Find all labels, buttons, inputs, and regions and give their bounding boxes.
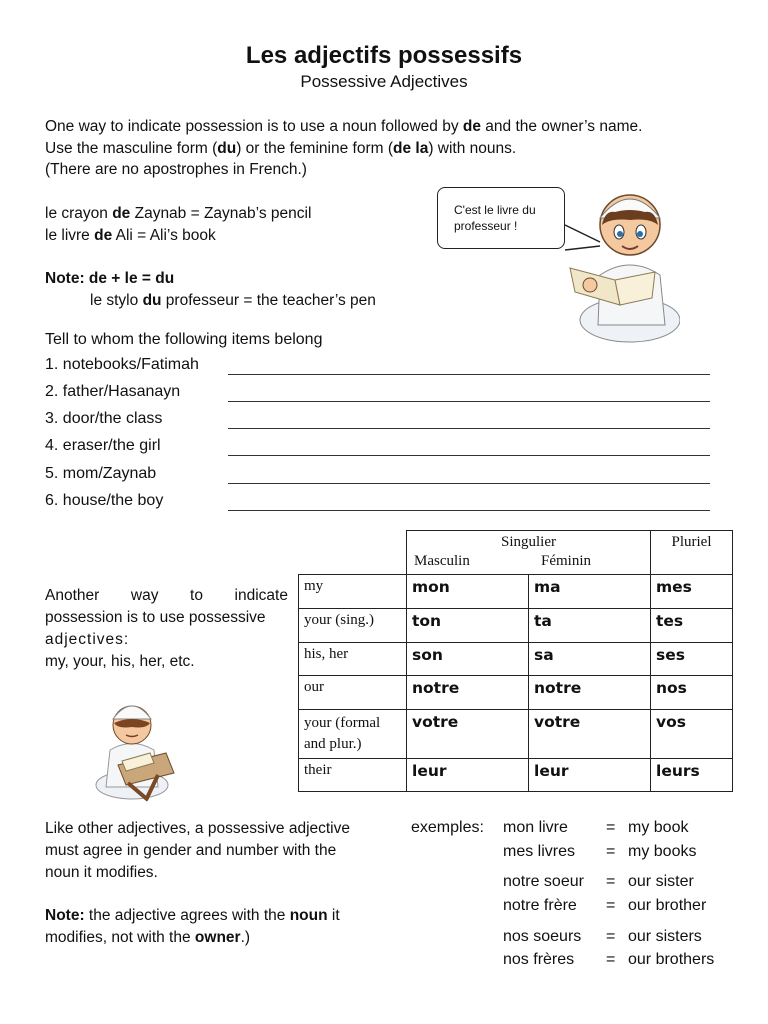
row-label: his, her (299, 643, 407, 676)
example-bold: de (112, 205, 131, 222)
row-label: my (299, 575, 407, 609)
cell-masculin: son (407, 643, 529, 676)
example-text: le crayon (45, 205, 113, 222)
intro-text: and the owner’s name. (480, 118, 643, 135)
table-row (299, 759, 733, 792)
side-text-line-2: possession is to use possessive (45, 609, 266, 626)
exemple-fr: nos soeurs (503, 928, 582, 945)
note-text: professeur = the teacher’s pen (161, 292, 376, 309)
cell-masculin: ton (407, 609, 529, 643)
answer-blank-3[interactable] (228, 428, 710, 429)
table-row (299, 643, 733, 676)
row-label: your (sing.) (299, 609, 407, 643)
exemple-eq: = (606, 928, 616, 945)
agreement-note-line-2 (45, 927, 250, 948)
intro-text: One way to indicate possession is to use a noun followed by (45, 118, 463, 135)
page-subtitle: Possessive Adjectives (300, 72, 468, 91)
exemple-en: our brothers (628, 951, 715, 968)
cell-pluriel: tes (651, 609, 733, 643)
example-line-1 (45, 203, 311, 224)
intro-bold: du (217, 140, 237, 157)
agreement-note-label: Note: (45, 907, 85, 924)
table-header-row (299, 531, 733, 575)
answer-blank-2[interactable] (228, 401, 710, 402)
note-bold: du (142, 292, 162, 309)
answer-blank-5[interactable] (228, 483, 710, 484)
answer-blank-1[interactable] (228, 374, 710, 375)
example-line-2 (45, 225, 216, 246)
side-text-line-4: my, your, his, her, etc. (45, 653, 195, 670)
example-text: Zaynab = Zaynab’s pencil (130, 205, 312, 222)
header-feminin: Féminin (541, 553, 592, 569)
side-word: way (130, 587, 159, 604)
intro-text: Use the masculine form ( (45, 140, 218, 157)
exemple-eq: = (606, 843, 616, 860)
cell-masculin: mon (407, 575, 529, 609)
example-bold: de (94, 227, 113, 244)
cell-pluriel: mes (651, 575, 733, 609)
cell-pluriel: ses (651, 643, 733, 676)
header-singulier (407, 531, 651, 575)
boy-reading-illustration (560, 180, 680, 350)
exercise-item-6: 6. house/the boy (45, 492, 164, 509)
agreement-bold: noun (289, 907, 328, 924)
agreement-text: modifies, not with the (45, 929, 195, 946)
side-word: indicate (234, 587, 288, 604)
exemple-en: our brother (628, 897, 707, 914)
exemple-fr: mon livre (503, 819, 568, 836)
intro-text: ) or the feminine form ( (236, 140, 393, 157)
side-text-line-1 (45, 585, 288, 606)
boy-with-book-illustration (88, 695, 183, 805)
intro-bold: de (462, 118, 481, 135)
cell-feminin: notre (529, 676, 651, 710)
exercise-item-5: 5. mom/Zaynab (45, 465, 157, 482)
table-row (299, 676, 733, 710)
agreement-line-3: noun it modifies. (45, 864, 158, 881)
agreement-text: .) (240, 929, 251, 946)
row-label: our (299, 676, 407, 710)
side-word: Another (45, 587, 100, 604)
exemple-fr: notre soeur (503, 873, 584, 890)
header-singulier-label: Singulier (501, 534, 556, 550)
answer-blank-6[interactable] (228, 510, 710, 511)
row-label: their (299, 759, 407, 792)
speech-bubble (437, 187, 565, 249)
cell-masculin: leur (407, 759, 529, 792)
intro-line-3: (There are no apostrophes in French.) (45, 161, 307, 178)
exercise-item-2: 2. father/Hasanayn (45, 383, 181, 400)
exercise-instruction: Tell to whom the following items belong (45, 331, 323, 348)
exercise-item-4: 4. eraser/the girl (45, 437, 161, 454)
agreement-bold: owner (194, 929, 241, 946)
agreement-line-2: must agree in gender and number with the (45, 842, 337, 859)
exemple-eq: = (606, 819, 616, 836)
intro-text: ) with nouns. (428, 140, 517, 157)
agreement-text: the adjective agrees with the (84, 907, 290, 924)
intro-bold: de la (393, 140, 429, 157)
exercise-item-3: 3. door/the class (45, 410, 163, 427)
exemple-eq: = (606, 951, 616, 968)
note-label: Note: de + le = du (45, 270, 175, 287)
exemple-en: my book (628, 819, 689, 836)
cell-feminin: sa (529, 643, 651, 676)
exemple-fr: notre frère (503, 897, 577, 914)
exemples-label: exemples: (411, 819, 484, 836)
exercise-item-1: 1. notebooks/Fatimah (45, 356, 199, 373)
header-pluriel: Pluriel (651, 531, 733, 575)
note-text: le stylo (90, 292, 143, 309)
speech-bubble-line: C'est le livre du (454, 203, 536, 217)
cell-feminin: ta (529, 609, 651, 643)
header-masculin: Masculin (414, 553, 470, 569)
agreement-text: it (327, 907, 340, 924)
cell-feminin: leur (529, 759, 651, 792)
exemple-en: my books (628, 843, 697, 860)
exemple-fr: nos frères (503, 951, 575, 968)
cell-masculin: votre (407, 710, 529, 759)
intro-line-1 (45, 116, 642, 137)
example-text: Ali = Ali’s book (112, 227, 216, 244)
exemple-eq: = (606, 873, 616, 890)
table-row (299, 575, 733, 609)
speech-bubble-line: professeur ! (454, 219, 518, 233)
cell-pluriel: vos (651, 710, 733, 759)
cell-masculin: notre (407, 676, 529, 710)
intro-line-2 (45, 138, 516, 159)
example-text: le livre (45, 227, 95, 244)
row-label: your (formal and plur.) (299, 710, 407, 759)
page-title: Les adjectifs possessifs (245, 42, 523, 69)
header-gender-labels (407, 553, 650, 573)
table-row (299, 609, 733, 643)
agreement-note-line-1 (45, 905, 340, 926)
side-word: to (190, 587, 203, 604)
exemple-en: our sister (628, 873, 694, 890)
exemple-en: our sisters (628, 928, 702, 945)
table-corner (299, 531, 407, 575)
table-row (299, 710, 733, 759)
side-text-line-3: adjectives: (45, 631, 130, 648)
exemple-eq: = (606, 897, 616, 914)
agreement-line-1: Like other adjectives, a possessive adjective (45, 820, 350, 837)
cell-pluriel: leurs (651, 759, 733, 792)
possessive-table (298, 530, 733, 792)
exemple-fr: mes livres (503, 843, 576, 860)
answer-blank-4[interactable] (228, 455, 710, 456)
cell-feminin: ma (529, 575, 651, 609)
note-example (90, 290, 376, 311)
cell-pluriel: nos (651, 676, 733, 710)
cell-feminin: votre (529, 710, 651, 759)
